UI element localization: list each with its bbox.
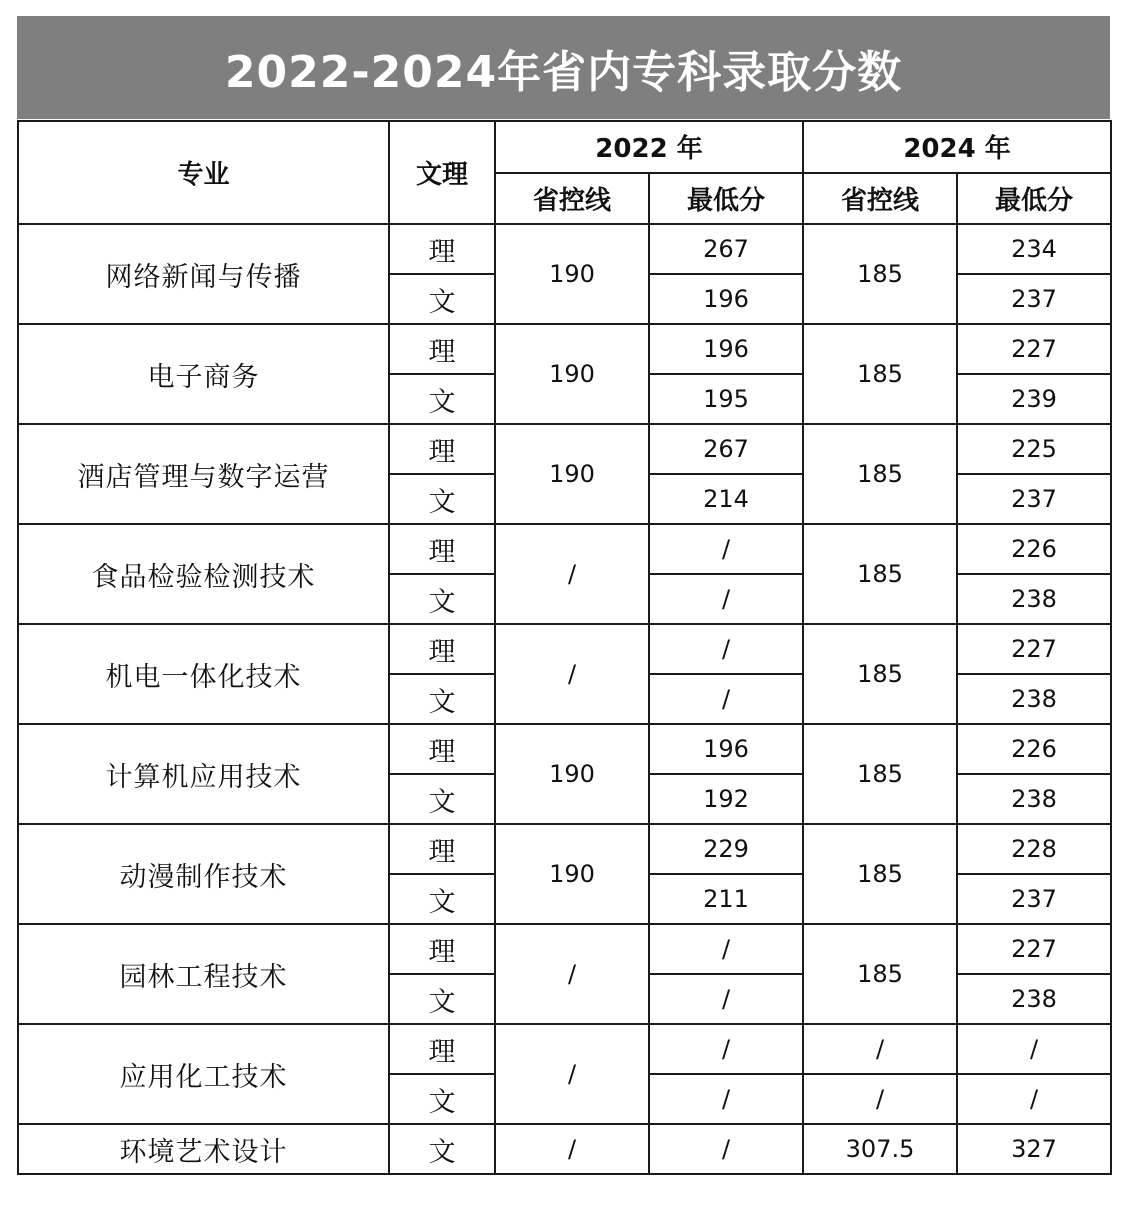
min-score-2024: 237	[957, 274, 1111, 324]
table-row	[18, 1124, 1111, 1174]
admission-score-table	[17, 120, 1112, 1175]
header-control-line-2022: 省控线	[495, 173, 649, 225]
major-name: 园林工程技术	[18, 924, 389, 1024]
min-score-2022: /	[649, 524, 803, 574]
track-cell: 文	[389, 474, 495, 524]
control-line-2022: /	[495, 524, 649, 624]
min-score-2024: 327	[957, 1124, 1111, 1174]
min-score-2024: 234	[957, 224, 1111, 274]
major-name: 食品检验检测技术	[18, 524, 389, 624]
track-cell: 理	[389, 224, 495, 274]
table-row	[18, 424, 1111, 474]
track-cell: 文	[389, 374, 495, 424]
header-min-score-2024: 最低分	[957, 173, 1111, 225]
min-score-2022: /	[649, 1124, 803, 1174]
track-cell: 理	[389, 924, 495, 974]
control-line-2024: 185	[803, 624, 957, 724]
header-control-line-2024: 省控线	[803, 173, 957, 225]
min-score-2022: 211	[649, 874, 803, 924]
control-line-2024: 307.5	[803, 1124, 957, 1174]
control-line-2022: /	[495, 1024, 649, 1124]
min-score-2022: 196	[649, 724, 803, 774]
min-score-2022: 229	[649, 824, 803, 874]
control-line-2024: 185	[803, 924, 957, 1024]
track-cell: 文	[389, 674, 495, 724]
min-score-2022: 196	[649, 274, 803, 324]
min-score-2024: 237	[957, 874, 1111, 924]
min-score-2024: 227	[957, 924, 1111, 974]
track-cell: 文	[389, 1074, 495, 1124]
track-cell: 理	[389, 724, 495, 774]
control-line-2022: 190	[495, 824, 649, 924]
major-name: 计算机应用技术	[18, 724, 389, 824]
control-line-2024: 185	[803, 424, 957, 524]
min-score-2022: /	[649, 1074, 803, 1124]
track-cell: 文	[389, 774, 495, 824]
min-score-2024: 239	[957, 374, 1111, 424]
min-score-2024: 226	[957, 724, 1111, 774]
major-name: 环境艺术设计	[18, 1124, 389, 1174]
min-score-2022: 196	[649, 324, 803, 374]
min-score-2024: 225	[957, 424, 1111, 474]
major-name: 酒店管理与数字运营	[18, 424, 389, 524]
table-row	[18, 1024, 1111, 1074]
min-score-2022: /	[649, 574, 803, 624]
major-name: 机电一体化技术	[18, 624, 389, 724]
min-score-2024: 228	[957, 824, 1111, 874]
major-name: 电子商务	[18, 324, 389, 424]
control-line-2024: 185	[803, 824, 957, 924]
header-year-2022: 2022 年	[495, 121, 803, 173]
min-score-2024: /	[957, 1024, 1111, 1074]
control-line-2022: /	[495, 1124, 649, 1174]
header-major: 专业	[18, 121, 389, 224]
min-score-2022: /	[649, 974, 803, 1024]
min-score-2022: /	[649, 1024, 803, 1074]
track-cell: 文	[389, 274, 495, 324]
track-cell: 理	[389, 524, 495, 574]
table-row	[18, 224, 1111, 274]
min-score-2024: 237	[957, 474, 1111, 524]
min-score-2022: 267	[649, 224, 803, 274]
control-line-2022: 190	[495, 724, 649, 824]
control-line-2022: /	[495, 624, 649, 724]
table-row	[18, 724, 1111, 774]
header-year-2024: 2024 年	[803, 121, 1111, 173]
min-score-2024: 238	[957, 674, 1111, 724]
min-score-2024: 238	[957, 774, 1111, 824]
track-cell: 理	[389, 824, 495, 874]
control-line-2022: 190	[495, 224, 649, 324]
table-row	[18, 524, 1111, 574]
control-line-2024: 185	[803, 224, 957, 324]
control-line-2024: /	[803, 1074, 957, 1124]
header-row-years	[18, 121, 1111, 173]
track-cell: 文	[389, 874, 495, 924]
major-name: 应用化工技术	[18, 1024, 389, 1124]
page-title: 2022-2024年省内专科录取分数	[17, 16, 1110, 119]
control-line-2024: 185	[803, 724, 957, 824]
header-min-score-2022: 最低分	[649, 173, 803, 225]
track-cell: 理	[389, 324, 495, 374]
control-line-2022: /	[495, 924, 649, 1024]
track-cell: 文	[389, 574, 495, 624]
min-score-2022: 195	[649, 374, 803, 424]
min-score-2024: 238	[957, 974, 1111, 1024]
min-score-2022: /	[649, 924, 803, 974]
min-score-2024: /	[957, 1074, 1111, 1124]
min-score-2022: 267	[649, 424, 803, 474]
min-score-2022: /	[649, 624, 803, 674]
min-score-2024: 238	[957, 574, 1111, 624]
track-cell: 理	[389, 1024, 495, 1074]
control-line-2022: 190	[495, 324, 649, 424]
control-line-2024: 185	[803, 324, 957, 424]
major-name: 网络新闻与传播	[18, 224, 389, 324]
control-line-2024: 185	[803, 524, 957, 624]
table-row	[18, 924, 1111, 974]
min-score-2024: 226	[957, 524, 1111, 574]
major-name: 动漫制作技术	[18, 824, 389, 924]
table-row	[18, 324, 1111, 374]
table-row	[18, 824, 1111, 874]
track-cell: 文	[389, 1124, 495, 1174]
min-score-2024: 227	[957, 324, 1111, 374]
min-score-2022: 214	[649, 474, 803, 524]
header-track: 文理	[389, 121, 495, 224]
table-row	[18, 624, 1111, 674]
track-cell: 文	[389, 974, 495, 1024]
control-line-2022: 190	[495, 424, 649, 524]
min-score-2022: 192	[649, 774, 803, 824]
min-score-2022: /	[649, 674, 803, 724]
track-cell: 理	[389, 424, 495, 474]
control-line-2024: /	[803, 1024, 957, 1074]
track-cell: 理	[389, 624, 495, 674]
min-score-2024: 227	[957, 624, 1111, 674]
